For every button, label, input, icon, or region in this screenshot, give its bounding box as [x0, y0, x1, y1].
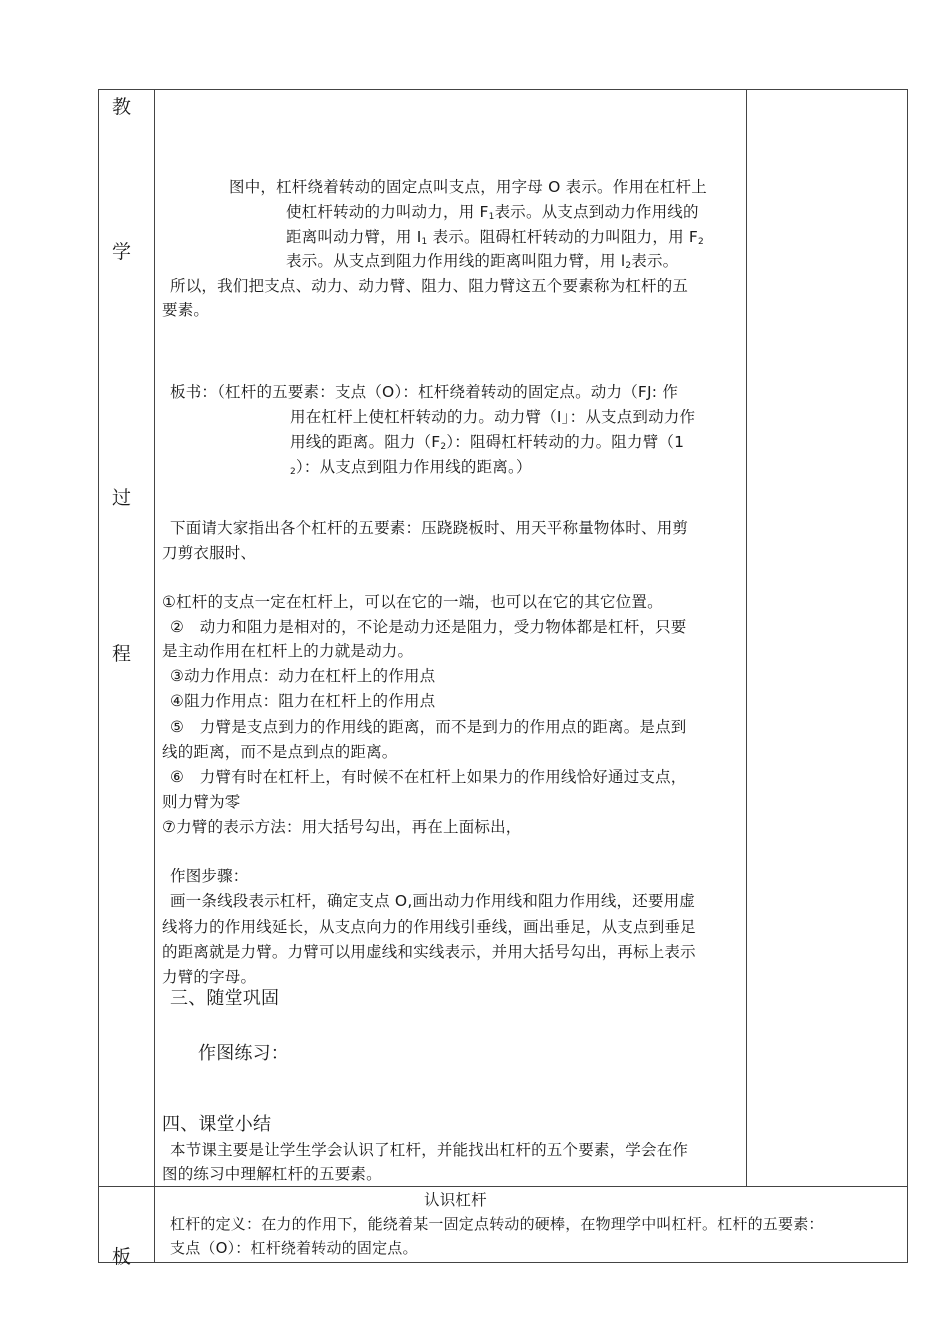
para1-line2-sub: 1: [488, 212, 495, 222]
para1-line4-b: 表示。: [631, 252, 679, 270]
label-column-divider: [154, 89, 155, 1263]
board-note-line4: [290, 457, 532, 482]
blackboard-line2: 支点（O）：杠杆绕着转动的固定点。: [170, 1239, 418, 1257]
point-7: ⑦力臂的表示方法：用大括号勾出，再在上面标出，: [162, 818, 522, 836]
side-label-xue: 学: [112, 241, 132, 263]
point-6-line1: ⑥ 力臂有时在杠杆上，有时候不在杠杆上如果力的作用线恰好通过支点，: [170, 768, 687, 786]
board-note-line3: [290, 432, 684, 457]
board-note-line3-a: 用线的距离。阻力（F: [290, 433, 441, 451]
point-2-line1: ② 动力和阻力是相对的，不论是动力还是阻力，受力物体都是杠杆，只要: [170, 618, 687, 636]
para1-line3-sub2: 2: [698, 237, 704, 247]
point-6-line2: 则力臂为零: [162, 793, 241, 811]
board-note-line3-sub: 2: [440, 442, 447, 452]
board-note-line2: 用在杠杆上使杠杆转动的力。动力臂（I」：从支点到动力作: [290, 408, 696, 426]
para1-line4: [286, 251, 678, 276]
practice-label: 作图练习：: [198, 1043, 289, 1064]
table-right-border: [907, 89, 908, 1263]
board-note-line1: 板书：（杠杆的五要素：支点（O）：杠杆绕着转动的固定点。动力（FJ: 作: [170, 383, 679, 401]
point-4: ④阻力作用点：阻力在杠杆上的作用点: [170, 692, 436, 710]
exercise-line1: 下面请大家指出各个杠杆的五要素：压跷跷板时、用天平称量物体时、用剪: [170, 519, 689, 537]
blackboard-line1: 杠杆的定义：在力的作用下，能绕着某一固定点转动的硬棒，在物理学中叫杠杆。杠杆的五要素：: [170, 1215, 824, 1233]
para1-line3: [286, 227, 704, 252]
steps-line4: 力臂的字母。: [162, 968, 257, 986]
side-label-jiao: 教: [112, 96, 132, 118]
exercise-line2: 刀剪衣服时、: [162, 544, 257, 562]
para1-line3-sub: 1: [421, 237, 428, 247]
para1-line2-b: 表示。从支点到动力作用线的: [494, 203, 699, 221]
point-2-line2: 是主动作用在杠杆上的力就是动力。: [162, 642, 414, 660]
row-divider: [98, 1186, 908, 1187]
para1-line4-a: 表示。从支点到阻力作用线的距离叫阻力臂，用 l: [286, 252, 626, 270]
steps-line2: 线将力的作用线延长，从支点向力的作用线引垂线，画出垂足，从支点到垂足: [162, 918, 696, 936]
notes-column-divider: [746, 89, 747, 1187]
point-3: ③动力作用点：动力在杠杆上的作用点: [170, 667, 436, 685]
side-label-ban: 板: [112, 1246, 132, 1268]
blackboard-title: 认识杠杆: [424, 1191, 487, 1209]
point-5-line2: 线的距离，而不是点到点的距离。: [162, 743, 398, 761]
point-1: ①杠杆的支点一定在杠杆上，可以在它的一端，也可以在它的其它位置。: [162, 593, 663, 611]
steps-title: 作图步骤：: [170, 867, 249, 885]
steps-line3: 的距离就是力臂。力臂可以用虚线和实线表示，并用大括号勾出，再标上表示: [162, 943, 696, 961]
table-bottom-border: [98, 1262, 908, 1263]
para1-line1: 图中，杠杆绕着转动的固定点叫支点，用字母 O 表示。作用在杠杆上: [229, 178, 707, 196]
summary-line2: 图的练习中理解杠杆的五要素。: [162, 1165, 382, 1183]
para1-line2-a: 使杠杆转动的力叫动力，用 F: [286, 203, 489, 221]
section3-title: 三、随堂巩固: [170, 988, 280, 1009]
para1-line3-b: 表示。阻碍杠杆转动的力叫阻力，用 F: [427, 228, 699, 246]
summary-line1: 本节课主要是让学生学会认识了杠杆，并能找出杠杆的五个要素，学会在作: [170, 1141, 689, 1159]
point-5-line1: ⑤ 力臂是支点到力的作用线的距离，而不是到力的作用点的距离。是点到: [170, 718, 687, 736]
table-left-border: [98, 89, 99, 1263]
board-note-line4-b: ）：从支点到阻力作用线的距离。）: [295, 458, 532, 476]
table-top-border: [98, 89, 908, 90]
side-label-guo: 过: [112, 487, 132, 509]
para1-line2: [286, 202, 699, 227]
section4-title: 四、课堂小结: [162, 1114, 272, 1135]
para2-line2: 要素。: [162, 301, 210, 319]
side-label-cheng: 程: [112, 643, 132, 665]
board-note-line4-sub: 2: [290, 467, 296, 477]
para2-line1: 所以，我们把支点、动力、动力臂、阻力、阻力臂这五个要素称为杠杆的五: [170, 277, 689, 295]
para1-line3-a: 距离叫动力臂，用 I: [286, 228, 422, 246]
para1-line4-sub: 2: [625, 261, 632, 271]
board-note-line3-b: ）：阻碍杠杆转动的力。阻力臂（1: [446, 433, 685, 451]
steps-line1: 画一条线段表示杠杆，确定支点 O,画出动力作用线和阻力作用线，还要用虚: [170, 892, 696, 910]
